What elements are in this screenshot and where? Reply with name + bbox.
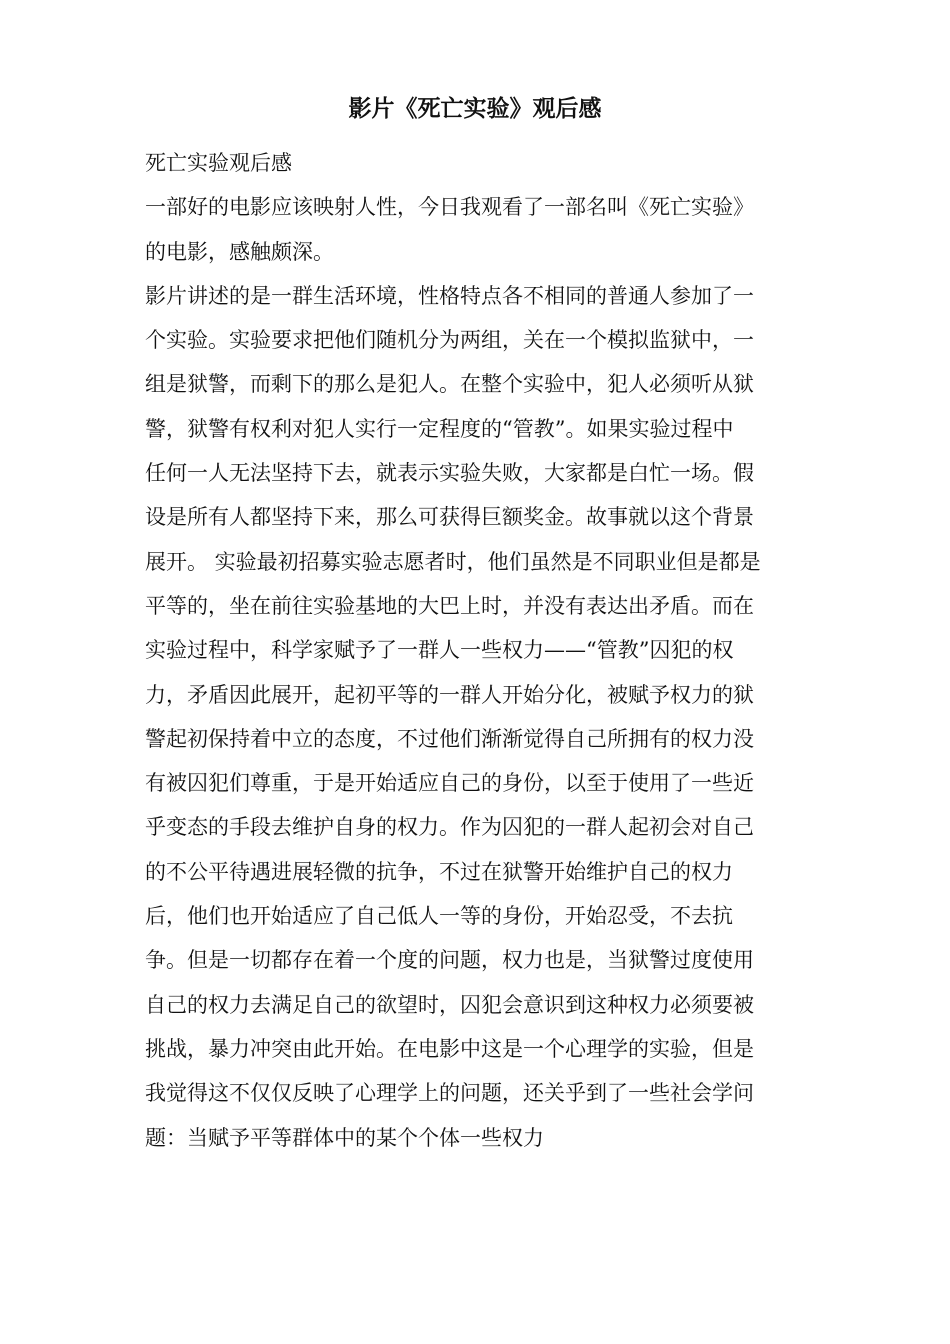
- body-line: 个实验。实验要求把他们随机分为两组，关在一个模拟监狱中，一: [145, 328, 754, 353]
- body-line: 死亡实验观后感: [145, 151, 292, 175]
- body-line: 后，他们也开始适应了自己低人一等的身份，开始忍受，不去抗: [145, 904, 733, 929]
- body-line: 平等的，坐在前往实验基地的大巴上时，并没有表达出矛盾。而在: [145, 593, 754, 618]
- body-line: 警起初保持着中立的态度，不过他们渐渐觉得自己所拥有的权力没: [145, 726, 754, 751]
- document-body: [145, 141, 810, 1160]
- body-line: 自己的权力去满足自己的欲望时，囚犯会意识到这种权力必须要被: [145, 992, 754, 1017]
- body-line: 题：当赋予平等群体中的某个个体一些权力: [145, 1125, 544, 1150]
- body-line: 的电影，感触颇深。: [145, 239, 334, 264]
- body-line: 的不公平待遇进展轻微的抗争，不过在狱警开始维护自己的权力: [145, 859, 733, 884]
- body-line: 力，矛盾因此展开，起初平等的一群人开始分化，被赋予权力的狱: [145, 682, 754, 707]
- body-line: 我觉得这不仅仅反映了心理学上的问题，还关乎到了一些社会学问: [145, 1081, 754, 1106]
- body-line: 挑战，暴力冲突由此开始。在电影中这是一个心理学的实验，但是: [145, 1036, 754, 1061]
- document-title: 影片《死亡实验》观后感: [348, 95, 602, 122]
- body-line: 有被囚犯们尊重，于是开始适应自己的身份，以至于使用了一些近: [145, 771, 754, 796]
- body-line: 组是狱警，而剩下的那么是犯人。在整个实验中，犯人必须听从狱: [145, 372, 754, 397]
- body-line: 乎变态的手段去维护自身的权力。作为囚犯的一群人起初会对自己: [145, 815, 754, 840]
- body-line: 争。但是一切都存在着一个度的问题，权力也是，当狱警过度使用: [145, 948, 754, 973]
- body-line: 影片讲述的是一群生活环境，性格特点各不相同的普通人参加了一: [145, 283, 754, 308]
- body-line: 一部好的电影应该映射人性，今日我观看了一部名叫《死亡实验》: [145, 195, 754, 220]
- body-line: 展开。 实验最初招募实验志愿者时，他们虽然是不同职业但是都是: [145, 549, 761, 574]
- body-line: 设是所有人都坚持下来，那么可获得巨额奖金。故事就以这个背景: [145, 505, 754, 530]
- body-line: 警，狱警有权利对犯人实行一定程度的“管教”。如果实验过程中: [145, 416, 734, 441]
- body-line: 任何一人无法坚持下去，就表示实验失败，大家都是白忙一场。假: [145, 461, 754, 486]
- body-line: 实验过程中，科学家赋予了一群人一些权力——“管教”囚犯的权: [145, 638, 734, 663]
